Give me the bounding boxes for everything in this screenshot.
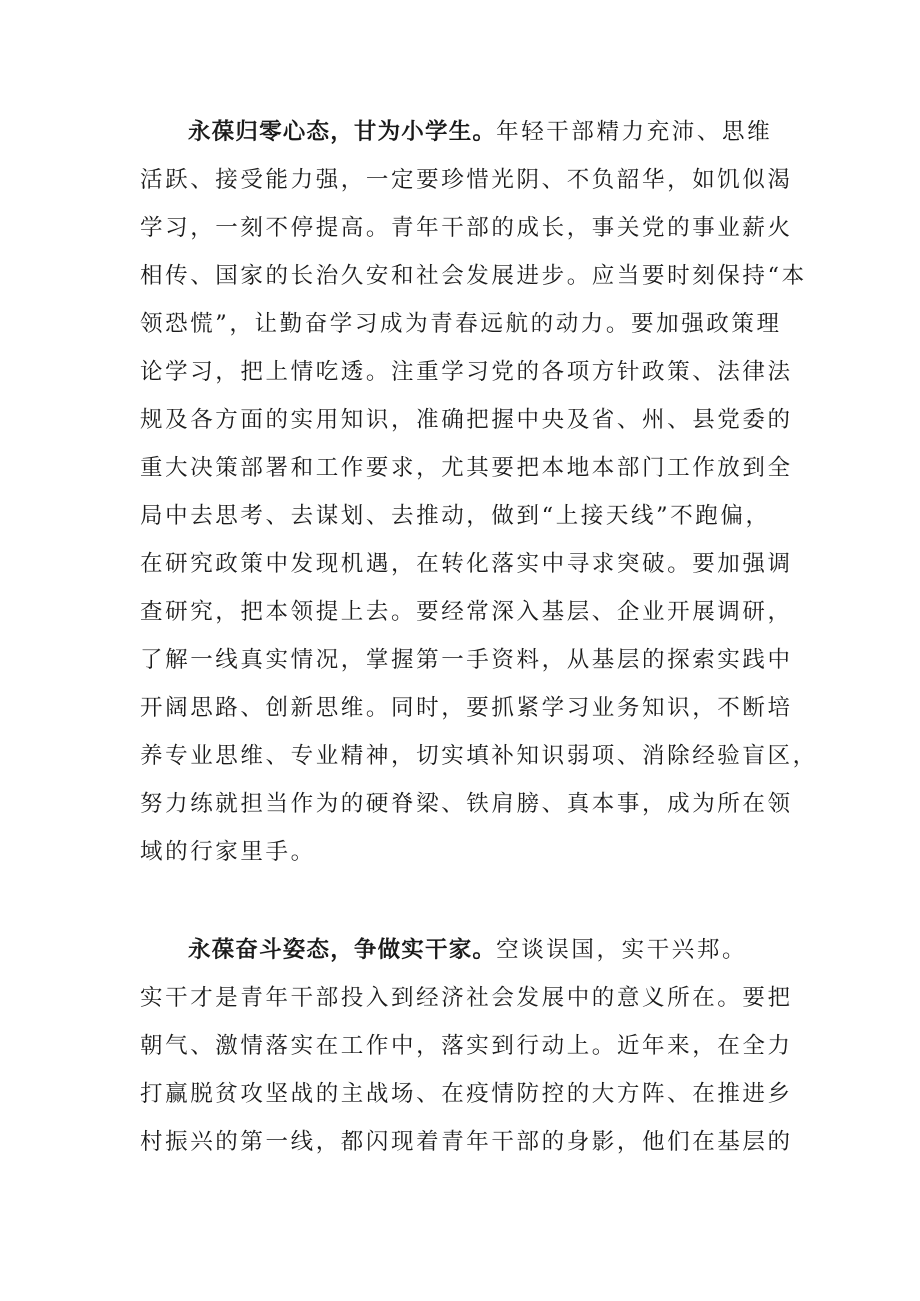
paragraph-1-line-11: 查研究，把本领提上去。要经常深入基层、企业开展调研，	[140, 599, 793, 625]
paragraph-1-line-10: 在研究政策中发现机遇，在转化落实中寻求突破。要加强调	[140, 551, 793, 577]
paragraph-1-line-7: 规及各方面的实用知识，准确把握中央及省、州、县党委的	[140, 407, 793, 433]
paragraph-1-line-13: 开阔思路、创新思维。同时，要抓紧学习业务知识，不断培	[140, 695, 793, 721]
paragraph-1-line-12: 了解一线真实情况，掌握第一手资料，从基层的探索实践中	[140, 647, 793, 673]
paragraph-1-line-16: 域的行家里手。	[140, 839, 316, 865]
paragraph-2-line-3: 朝气、激情落实在工作中，落实到行动上。近年来，在全力	[140, 1033, 793, 1059]
paragraph-2-text: 空谈误国，实干兴邦。	[496, 937, 748, 963]
paragraph-1-line-9: 局中去思考、去谋划、去推动，做到“上接天线”不跑偏，	[140, 503, 771, 529]
paragraph-2-line-5: 村振兴的第一线，都闪现着青年干部的身影，他们在基层的	[140, 1129, 793, 1155]
paragraph-1-line-2: 活跃、接受能力强，一定要珍惜光阴、不负韶华，如饥似渴	[140, 167, 793, 193]
paragraph-1-line-8: 重大决策部署和工作要求，尤其要把本地本部门工作放到全	[140, 455, 793, 481]
paragraph-2-heading: 永葆奋斗姿态，争做实干家。	[188, 937, 497, 963]
paragraph-1-line-15: 努力练就担当作为的硬脊梁、铁肩膀、真本事，成为所在领	[140, 791, 793, 817]
paragraph-1-line-4: 相传、国家的长治久安和社会发展进步。应当要时刻保持“本	[140, 263, 807, 289]
paragraph-1-line-5: 领恐慌”，让勤奋学习成为青春远航的动力。要加强政策理	[140, 311, 782, 337]
paragraph-2-line-1	[188, 926, 800, 974]
paragraph-2-line-2: 实干才是青年干部投入到经济社会发展中的意义所在。要把	[140, 985, 793, 1011]
paragraph-1-heading: 永葆归零心态，甘为小学生。	[188, 119, 497, 145]
paragraph-1-line-1	[188, 108, 800, 156]
paragraph-1-line-14: 养专业思维、专业精神，切实填补知识弱项、消除经验盲区，	[140, 743, 818, 769]
paragraph-1-line-3: 学习，一刻不停提高。青年干部的成长，事关党的事业薪火	[140, 215, 793, 241]
paragraph-1-line-6: 论学习，把上情吃透。注重学习党的各项方针政策、法律法	[140, 359, 793, 385]
paragraph-1-text: 年轻干部精力充沛、思维	[496, 119, 773, 145]
paragraph-2-line-4: 打赢脱贫攻坚战的主战场、在疫情防控的大方阵、在推进乡	[140, 1081, 793, 1107]
